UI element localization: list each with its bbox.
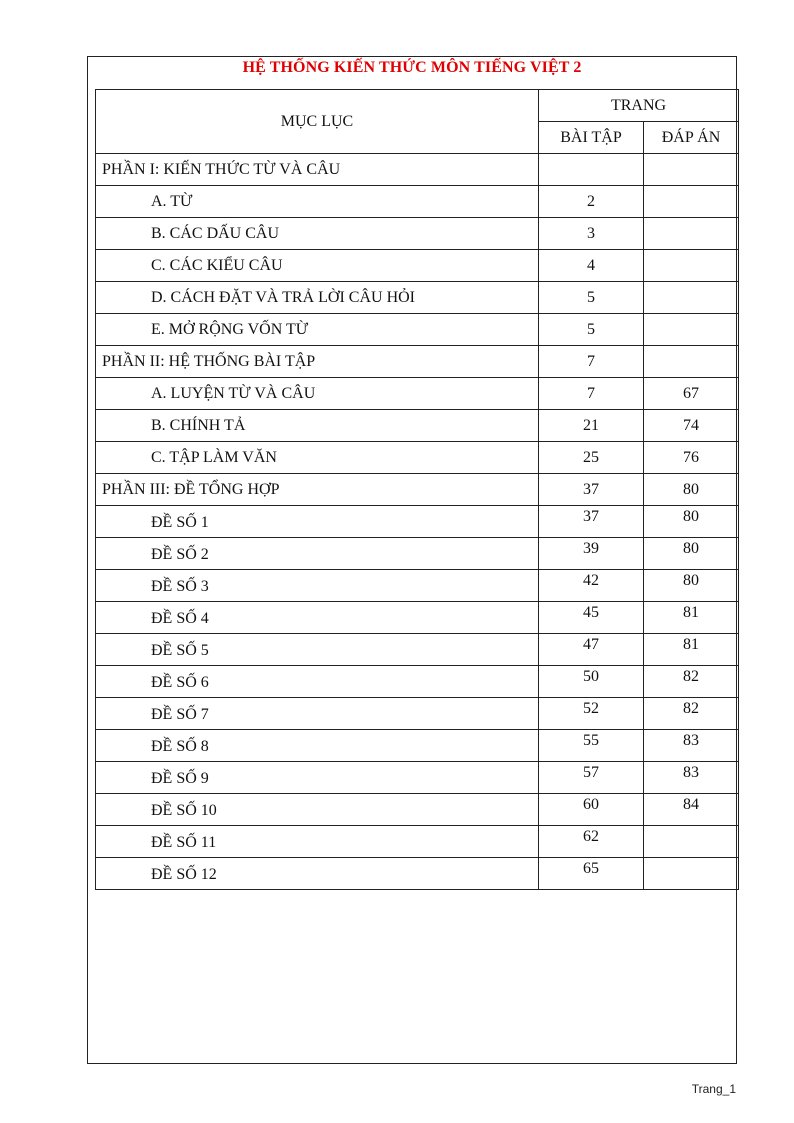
row-label: E. MỞ RỘNG VỐN TỪ: [96, 314, 539, 346]
dap-an-page: 82: [644, 666, 739, 698]
bai-tap-page: 50: [539, 666, 644, 698]
table-row: [96, 218, 739, 250]
row-label: ĐỀ SỐ 12: [96, 858, 539, 890]
dap-an-page: [644, 346, 739, 378]
dap-an-page: 80: [644, 474, 739, 506]
table-row: [96, 410, 739, 442]
header-row: [96, 90, 739, 122]
bai-tap-page: 5: [539, 282, 644, 314]
dap-an-page: [644, 186, 739, 218]
dap-an-page: 81: [644, 602, 739, 634]
bai-tap-page: 7: [539, 346, 644, 378]
table-row: [96, 762, 739, 794]
table-row: [96, 442, 739, 474]
bai-tap-page: 45: [539, 602, 644, 634]
bai-tap-page: 4: [539, 250, 644, 282]
row-label: B. CHÍNH TẢ: [96, 410, 539, 442]
dap-an-page: [644, 250, 739, 282]
row-label: ĐỀ SỐ 10: [96, 794, 539, 826]
row-label: PHẦN II: HỆ THỐNG BÀI TẬP: [96, 346, 539, 378]
dap-an-page: 80: [644, 570, 739, 602]
bai-tap-page: [539, 154, 644, 186]
row-label: ĐỀ SỐ 11: [96, 826, 539, 858]
table-row: [96, 858, 739, 890]
bai-tap-page: 47: [539, 634, 644, 666]
trang-header: TRANG: [539, 90, 739, 122]
table-row: [96, 506, 739, 538]
bai-tap-page: 37: [539, 474, 644, 506]
table-row: [96, 314, 739, 346]
row-label: PHẦN III: ĐỀ TỔNG HỢP: [96, 474, 539, 506]
dap-an-page: [644, 218, 739, 250]
table-row: [96, 346, 739, 378]
table-row: [96, 602, 739, 634]
dap-an-page: 74: [644, 410, 739, 442]
table-of-contents: [95, 89, 739, 890]
bai-tap-page: 7: [539, 378, 644, 410]
dap-an-page: 67: [644, 378, 739, 410]
row-label: ĐỀ SỐ 5: [96, 634, 539, 666]
table-row: [96, 730, 739, 762]
page-number: Trang_1: [691, 1082, 736, 1096]
bai-tap-page: 57: [539, 762, 644, 794]
dap-an-page: 80: [644, 506, 739, 538]
row-label: ĐỀ SỐ 3: [96, 570, 539, 602]
bai-tap-page: 62: [539, 826, 644, 858]
row-label: D. CÁCH ĐẶT VÀ TRẢ LỜI CÂU HỎI: [96, 282, 539, 314]
row-label: PHẦN I: KIẾN THỨC TỪ VÀ CÂU: [96, 154, 539, 186]
table-row: [96, 698, 739, 730]
table-row: [96, 378, 739, 410]
bai-tap-page: 42: [539, 570, 644, 602]
table-row: [96, 666, 739, 698]
bai-tap-page: 25: [539, 442, 644, 474]
bai-tap-page: 21: [539, 410, 644, 442]
row-label: B. CÁC DẤU CÂU: [96, 218, 539, 250]
bai-tap-page: 65: [539, 858, 644, 890]
row-label: C. TẬP LÀM VĂN: [96, 442, 539, 474]
row-label: ĐỀ SỐ 1: [96, 506, 539, 538]
dap-an-header: ĐÁP ÁN: [644, 122, 739, 154]
row-label: ĐỀ SỐ 8: [96, 730, 539, 762]
table-row: [96, 634, 739, 666]
document-title: HỆ THỐNG KIẾN THỨC MÔN TIẾNG VIỆT 2: [242, 59, 582, 76]
dap-an-page: [644, 826, 739, 858]
bai-tap-page: 39: [539, 538, 644, 570]
bai-tap-page: 55: [539, 730, 644, 762]
table-row: [96, 794, 739, 826]
dap-an-page: [644, 858, 739, 890]
dap-an-page: 76: [644, 442, 739, 474]
table-row: [96, 282, 739, 314]
dap-an-page: [644, 314, 739, 346]
bai-tap-page: 2: [539, 186, 644, 218]
row-label: ĐỀ SỐ 4: [96, 602, 539, 634]
dap-an-page: [644, 154, 739, 186]
table-row: [96, 826, 739, 858]
table-row: [96, 154, 739, 186]
table-row: [96, 186, 739, 218]
muc-luc-header: MỤC LỤC: [96, 90, 539, 154]
table-row: [96, 474, 739, 506]
row-label: A. LUYỆN TỪ VÀ CÂU: [96, 378, 539, 410]
table-row: [96, 570, 739, 602]
table-row: [96, 538, 739, 570]
bai-tap-page: 3: [539, 218, 644, 250]
row-label: A. TỪ: [96, 186, 539, 218]
row-label: ĐỀ SỐ 7: [96, 698, 539, 730]
table-row: [96, 250, 739, 282]
bai-tap-header: BÀI TẬP: [539, 122, 644, 154]
dap-an-page: [644, 282, 739, 314]
dap-an-page: 84: [644, 794, 739, 826]
dap-an-page: 82: [644, 698, 739, 730]
dap-an-page: 80: [644, 538, 739, 570]
row-label: ĐỀ SỐ 2: [96, 538, 539, 570]
bai-tap-page: 52: [539, 698, 644, 730]
bai-tap-page: 37: [539, 506, 644, 538]
dap-an-page: 83: [644, 762, 739, 794]
row-label: C. CÁC KIỂU CÂU: [96, 250, 539, 282]
row-label: ĐỀ SỐ 6: [96, 666, 539, 698]
bai-tap-page: 5: [539, 314, 644, 346]
dap-an-page: 81: [644, 634, 739, 666]
row-label: ĐỀ SỐ 9: [96, 762, 539, 794]
bai-tap-page: 60: [539, 794, 644, 826]
dap-an-page: 83: [644, 730, 739, 762]
